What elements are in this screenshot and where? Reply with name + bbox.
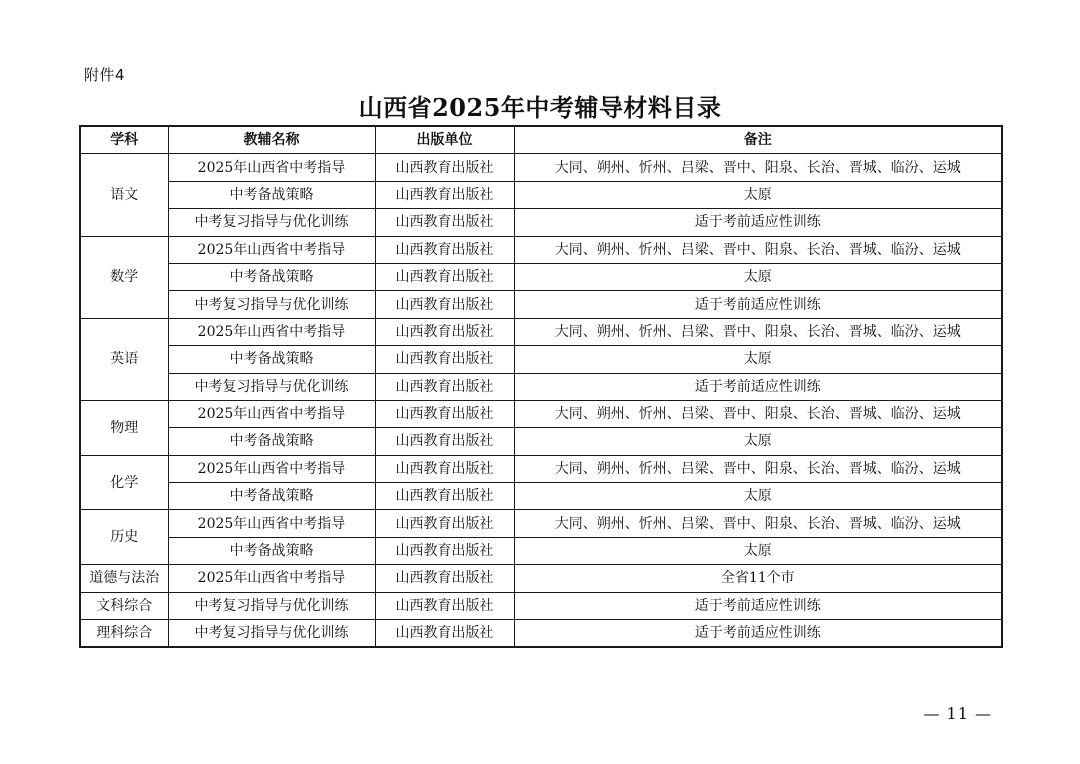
- publisher-cell: 山西教育出版社: [375, 209, 514, 236]
- note-cell: 太原: [514, 537, 1002, 564]
- table-row: [80, 510, 1002, 537]
- material-name-cell: 中考备战策略: [168, 181, 375, 208]
- publisher-cell: 山西教育出版社: [375, 318, 514, 345]
- publisher-cell: 山西教育出版社: [375, 263, 514, 290]
- catalog-table: [79, 125, 1003, 648]
- header-publisher: 出版单位: [375, 126, 514, 154]
- table-row: [80, 455, 1002, 482]
- publisher-cell: 山西教育出版社: [375, 400, 514, 427]
- publisher-cell: 山西教育出版社: [375, 154, 514, 181]
- subject-cell: 英语: [80, 318, 168, 400]
- note-cell: 太原: [514, 263, 1002, 290]
- note-cell: 适于考前适应性训练: [514, 209, 1002, 236]
- header-material-name: 教辅名称: [168, 126, 375, 154]
- table-row: [80, 565, 1002, 592]
- publisher-cell: 山西教育出版社: [375, 483, 514, 510]
- note-cell: 适于考前适应性训练: [514, 592, 1002, 619]
- material-name-cell: 中考备战策略: [168, 483, 375, 510]
- material-name-cell: 中考备战策略: [168, 263, 375, 290]
- material-name-cell: 中考备战策略: [168, 428, 375, 455]
- publisher-cell: 山西教育出版社: [375, 181, 514, 208]
- material-name-cell: 中考复习指导与优化训练: [168, 291, 375, 318]
- table-row: [80, 263, 1002, 290]
- publisher-cell: 山西教育出版社: [375, 620, 514, 648]
- table-row: [80, 318, 1002, 345]
- note-cell: 适于考前适应性训练: [514, 620, 1002, 648]
- note-cell: 大同、朔州、忻州、吕梁、晋中、阳泉、长治、晋城、临汾、运城: [514, 510, 1002, 537]
- subject-cell: 物理: [80, 400, 168, 455]
- subject-cell: 理科综合: [80, 620, 168, 648]
- publisher-cell: 山西教育出版社: [375, 592, 514, 619]
- note-cell: 适于考前适应性训练: [514, 373, 1002, 400]
- note-cell: 太原: [514, 483, 1002, 510]
- material-name-cell: 2025年山西省中考指导: [168, 318, 375, 345]
- material-name-cell: 中考备战策略: [168, 537, 375, 564]
- table-row: [80, 620, 1002, 648]
- subject-cell: 语文: [80, 154, 168, 236]
- page-number: — 11 —: [923, 704, 992, 723]
- table-row: [80, 154, 1002, 181]
- table-body: [80, 154, 1002, 648]
- note-cell: 大同、朔州、忻州、吕梁、晋中、阳泉、长治、晋城、临汾、运城: [514, 400, 1002, 427]
- material-name-cell: 中考复习指导与优化训练: [168, 209, 375, 236]
- note-cell: 太原: [514, 346, 1002, 373]
- table-row: [80, 483, 1002, 510]
- note-cell: 大同、朔州、忻州、吕梁、晋中、阳泉、长治、晋城、临汾、运城: [514, 154, 1002, 181]
- header-subject: 学科: [80, 126, 168, 154]
- publisher-cell: 山西教育出版社: [375, 565, 514, 592]
- subject-cell: 历史: [80, 510, 168, 565]
- table-row: [80, 428, 1002, 455]
- table-row: [80, 592, 1002, 619]
- table-row: [80, 181, 1002, 208]
- publisher-cell: 山西教育出版社: [375, 537, 514, 564]
- publisher-cell: 山西教育出版社: [375, 428, 514, 455]
- table-header-row: [80, 126, 1002, 154]
- subject-cell: 化学: [80, 455, 168, 510]
- note-cell: 全省11个市: [514, 565, 1002, 592]
- header-note: 备注: [514, 126, 1002, 154]
- note-cell: 大同、朔州、忻州、吕梁、晋中、阳泉、长治、晋城、临汾、运城: [514, 236, 1002, 263]
- publisher-cell: 山西教育出版社: [375, 510, 514, 537]
- table-row: [80, 236, 1002, 263]
- subject-cell: 文科综合: [80, 592, 168, 619]
- material-name-cell: 2025年山西省中考指导: [168, 154, 375, 181]
- material-name-cell: 2025年山西省中考指导: [168, 455, 375, 482]
- table-row: [80, 400, 1002, 427]
- publisher-cell: 山西教育出版社: [375, 236, 514, 263]
- material-name-cell: 2025年山西省中考指导: [168, 236, 375, 263]
- table-row: [80, 291, 1002, 318]
- material-name-cell: 中考复习指导与优化训练: [168, 620, 375, 648]
- material-name-cell: 中考复习指导与优化训练: [168, 592, 375, 619]
- note-cell: 太原: [514, 428, 1002, 455]
- table-row: [80, 537, 1002, 564]
- material-name-cell: 中考复习指导与优化训练: [168, 373, 375, 400]
- subject-cell: 道德与法治: [80, 565, 168, 592]
- page-title: 山西省2025年中考辅导材料目录: [358, 93, 722, 122]
- note-cell: 太原: [514, 181, 1002, 208]
- material-name-cell: 中考备战策略: [168, 346, 375, 373]
- subject-cell: 数学: [80, 236, 168, 318]
- publisher-cell: 山西教育出版社: [375, 346, 514, 373]
- publisher-cell: 山西教育出版社: [375, 373, 514, 400]
- material-name-cell: 2025年山西省中考指导: [168, 510, 375, 537]
- table-row: [80, 209, 1002, 236]
- material-name-cell: 2025年山西省中考指导: [168, 400, 375, 427]
- note-cell: 大同、朔州、忻州、吕梁、晋中、阳泉、长治、晋城、临汾、运城: [514, 455, 1002, 482]
- attachment-label: 附件4: [84, 66, 126, 84]
- publisher-cell: 山西教育出版社: [375, 291, 514, 318]
- table-row: [80, 346, 1002, 373]
- material-name-cell: 2025年山西省中考指导: [168, 565, 375, 592]
- table-row: [80, 373, 1002, 400]
- note-cell: 适于考前适应性训练: [514, 291, 1002, 318]
- note-cell: 大同、朔州、忻州、吕梁、晋中、阳泉、长治、晋城、临汾、运城: [514, 318, 1002, 345]
- publisher-cell: 山西教育出版社: [375, 455, 514, 482]
